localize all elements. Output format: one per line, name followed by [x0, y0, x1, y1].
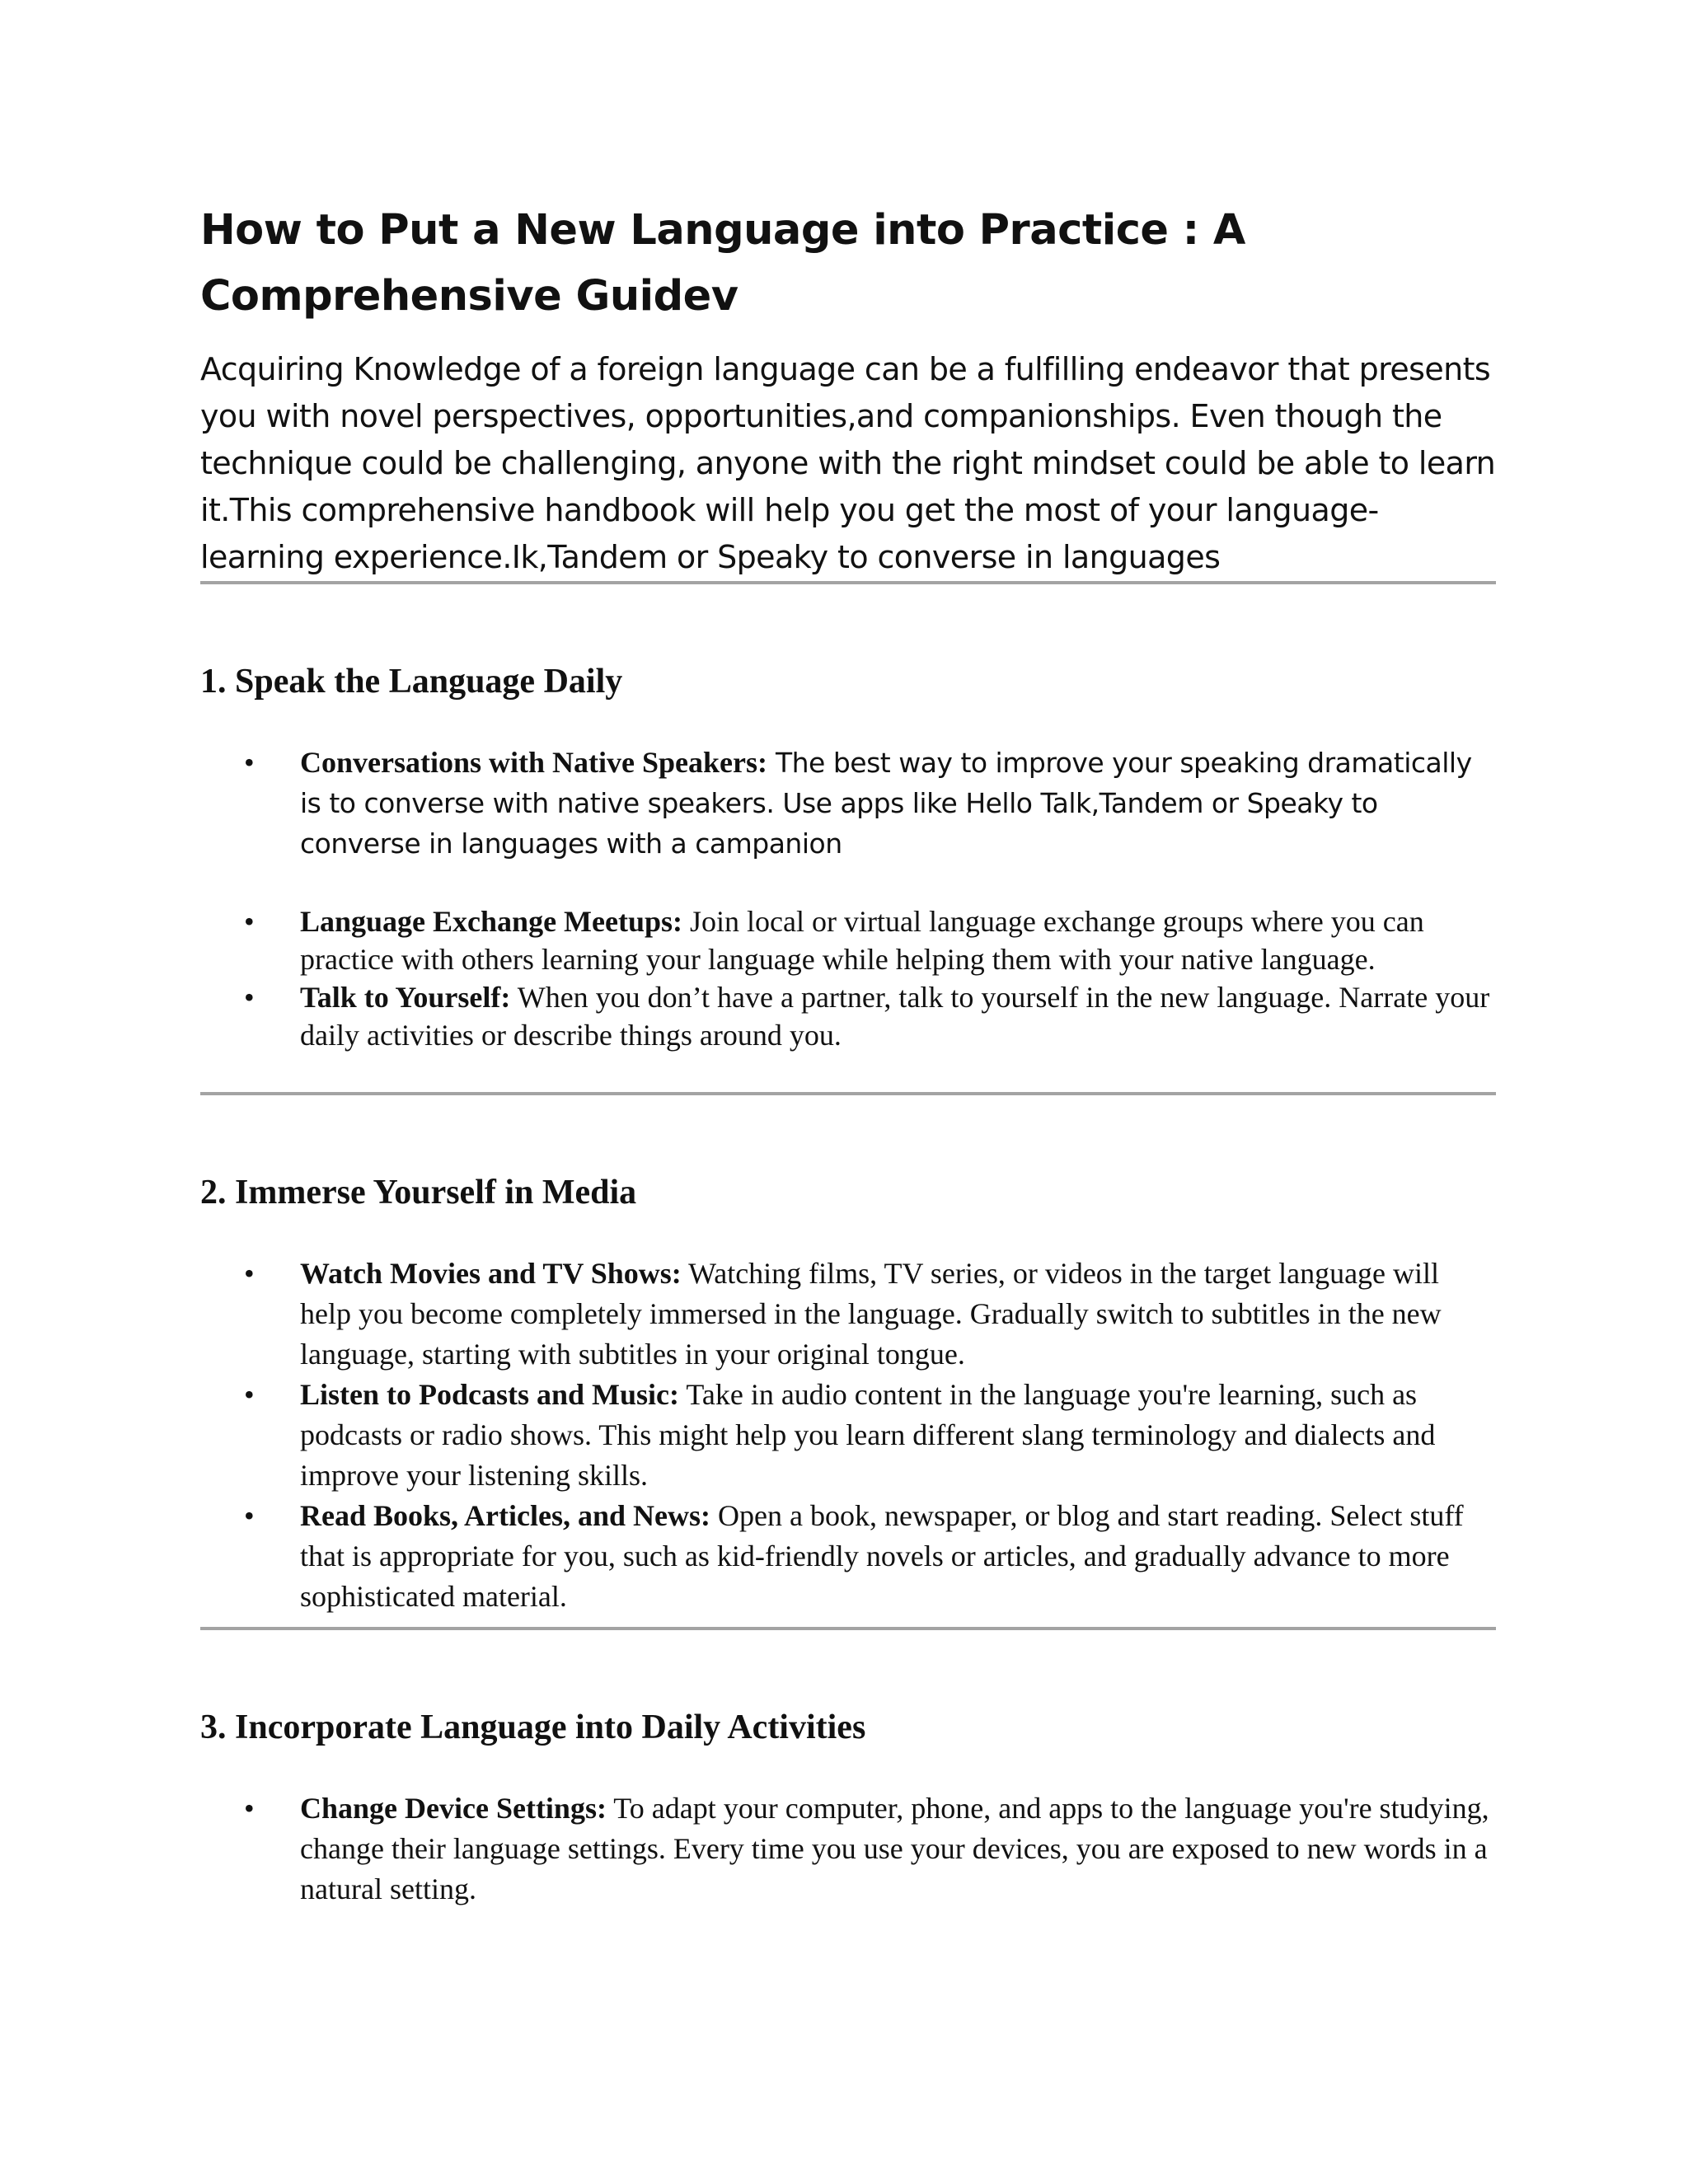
list-item-movies-tv	[200, 1254, 1496, 1375]
section-list-speak-daily	[200, 743, 1496, 1054]
document-title: How to Put a New Language into Practice : A Comprehensive Guidev	[200, 206, 1245, 321]
item-text: Take in audio content in the language you're learning, such as podcasts or radio shows. This might help you learn different slang terminology and dialects and improve your listening skills.	[300, 1378, 1436, 1492]
section-heading-speak-daily: 1. Speak the Language Daily	[200, 663, 623, 701]
item-text: Join local or virtual language exchange groups where you can practice with others learning your language while helping them with your native language.	[300, 905, 1424, 976]
section-heading-immerse-media: 2. Immerse Yourself in Media	[200, 1174, 637, 1212]
bullet-icon: •	[244, 1792, 255, 1825]
bullet-icon: •	[244, 905, 255, 938]
section-list-immerse-media	[200, 1254, 1496, 1617]
item-lead: Talk to Yourself:	[300, 981, 511, 1014]
item-text: Open a book, newspaper, or blog and start reading. Select stuff that is appropriate for you, such as kid-friendly novels or articles, and gradually advance to more sophisticated material.	[300, 1499, 1464, 1613]
item-lead: Watch Movies and TV Shows:	[300, 1257, 682, 1290]
intro-paragraph: Acquiring Knowledge of a foreign language can be a fulfilling endeavor that presents you with novel perspectives, opportunities,and companionships. Even though the technique could be challenging, anyone with the right mindset could be able to learn it.This comprehensive handbook will help you get the most of your language-learning experience.Ik,Tandem or Speaky to converse in languages	[200, 351, 1496, 575]
list-item-podcasts-music	[200, 1375, 1496, 1496]
bullet-icon: •	[244, 746, 255, 779]
item-lead: Listen to Podcasts and Music:	[300, 1378, 680, 1411]
item-lead: Read Books, Articles, and News:	[300, 1499, 711, 1532]
item-text: To adapt your computer, phone, and apps to the language you're studying, change their language settings. Every time you use your devices, you are exposed to new words in a natural setting.	[300, 1792, 1489, 1905]
list-item-talk-to-yourself	[200, 978, 1496, 1054]
bullet-icon: •	[244, 1257, 255, 1290]
section-divider	[200, 581, 1496, 584]
list-item-exchange-meetups	[200, 902, 1496, 978]
list-item-device-settings	[200, 1788, 1496, 1910]
list-item-books-news	[200, 1496, 1496, 1617]
item-lead: Conversations with Native Speakers:	[300, 746, 767, 779]
section-divider	[200, 1627, 1496, 1630]
section-divider	[200, 1092, 1496, 1095]
item-lead: Change Device Settings:	[300, 1792, 607, 1825]
list-item-native-speakers	[200, 743, 1496, 864]
bullet-icon: •	[244, 981, 255, 1014]
item-text: When you don’t have a partner, talk to yourself in the new language. Narrate your daily activities or describe things around you.	[300, 981, 1490, 1052]
item-lead: Language Exchange Meetups:	[300, 905, 683, 938]
bullet-icon: •	[244, 1378, 255, 1411]
section-list-daily-activities	[200, 1788, 1496, 1910]
item-text: Watching films, TV series, or videos in the target language will help you become completely immersed in the language. Gradually switch to subtitles in the new language, starting with subtitles in your original tongue.	[300, 1257, 1442, 1371]
document-page	[200, 198, 1496, 1910]
item-text: The best way to improve your speaking dramatically is to converse with native speakers. Use apps like Hello Talk,Tandem or Speaky to converse in languages with a campanion	[300, 747, 1472, 860]
bullet-icon: •	[244, 1499, 255, 1532]
section-heading-daily-activities: 3. Incorporate Language into Daily Activities	[200, 1708, 866, 1746]
